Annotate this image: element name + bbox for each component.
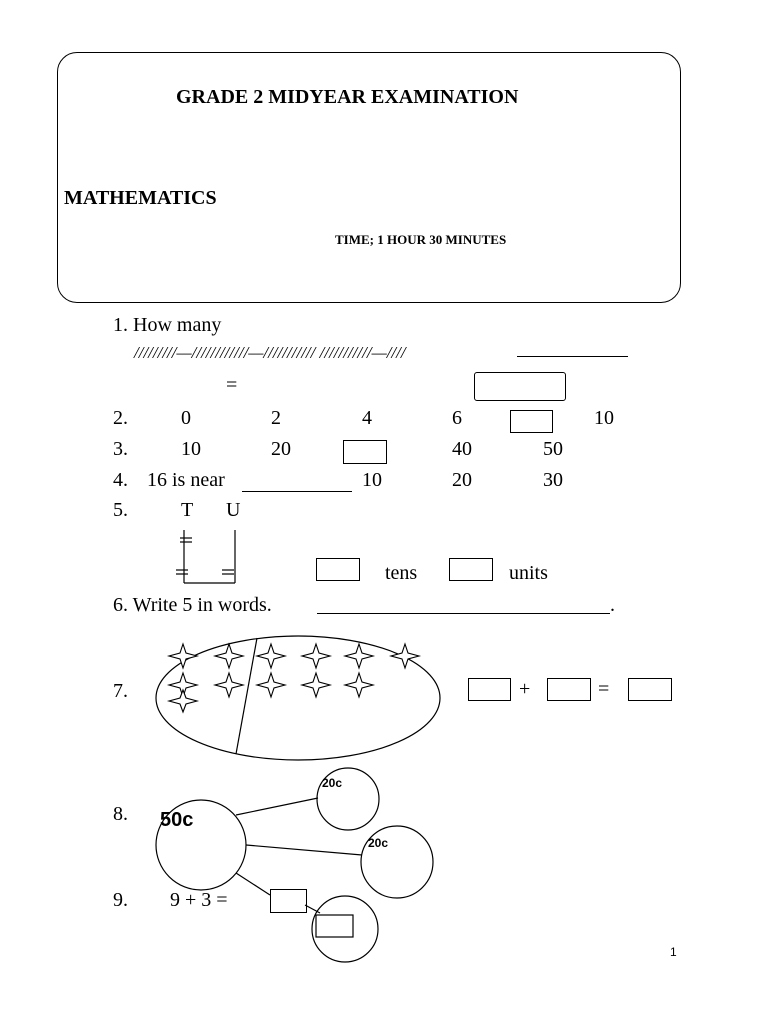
- star-icon: [302, 644, 330, 668]
- q5-tens-header: T: [181, 499, 194, 521]
- q5-units-header: U: [226, 499, 241, 521]
- time-allowed: TIME; 1 HOUR 30 MINUTES: [335, 232, 507, 247]
- q8-whole-label: 50c: [160, 809, 194, 831]
- q3-value: 40: [452, 438, 472, 460]
- q2-value: 0: [181, 407, 191, 429]
- q1-equals: =: [226, 374, 238, 396]
- q8-number: 8.: [113, 803, 128, 825]
- star-icon: [345, 673, 373, 697]
- star-icon: [257, 644, 285, 668]
- q2-value: 6: [452, 407, 462, 429]
- q1-prompt: 1. How many: [113, 314, 222, 336]
- q5-tens-word: tens: [385, 562, 418, 584]
- q5-number: 5.: [113, 499, 128, 521]
- star-icon: [257, 673, 285, 697]
- q8-part2-label: 20c: [368, 836, 389, 850]
- page-number: 1: [670, 945, 677, 959]
- q3-value: 50: [543, 438, 563, 460]
- q8-money-diagram: [156, 768, 433, 898]
- q2-value: 10: [594, 407, 614, 429]
- q5-units-word: units: [509, 562, 548, 584]
- star-icon: [169, 644, 197, 668]
- q6-prompt: 6. Write 5 in words.: [113, 594, 272, 616]
- q4-option: 10: [362, 469, 382, 491]
- q5-place-value-frame: [176, 530, 235, 583]
- q8-part1-label: 20c: [322, 776, 343, 790]
- q6-end-mark: .: [610, 594, 615, 616]
- q4-option: 30: [543, 469, 563, 491]
- q7-plus: +: [519, 678, 531, 700]
- q3-value: 10: [181, 438, 201, 460]
- q7-stars: [169, 644, 419, 712]
- q9-expression: 9 + 3 =: [170, 889, 228, 911]
- q4-number: 4.: [113, 469, 128, 491]
- star-icon: [215, 644, 243, 668]
- q2-value: 2: [271, 407, 281, 429]
- q3-value: 20: [271, 438, 291, 460]
- exam-title: GRADE 2 MIDYEAR EXAMINATION: [176, 86, 519, 108]
- q4-prompt: 16 is near: [147, 469, 225, 491]
- q2-number: 2.: [113, 407, 128, 429]
- q2-value: 4: [362, 407, 372, 429]
- q7-number: 7.: [113, 680, 128, 702]
- q9-number-bond: [305, 896, 378, 962]
- star-icon: [169, 690, 197, 712]
- q3-number: 3.: [113, 438, 128, 460]
- q1-tally-marks: /////////—////////////—/////////// ///////////—////: [134, 343, 406, 362]
- subject-title: MATHEMATICS: [64, 187, 217, 209]
- star-icon: [215, 673, 243, 697]
- q4-option: 20: [452, 469, 472, 491]
- star-icon: [391, 644, 419, 668]
- q7-equals: =: [598, 678, 610, 700]
- star-icon: [345, 644, 373, 668]
- q9-number: 9.: [113, 889, 128, 911]
- star-icon: [302, 673, 330, 697]
